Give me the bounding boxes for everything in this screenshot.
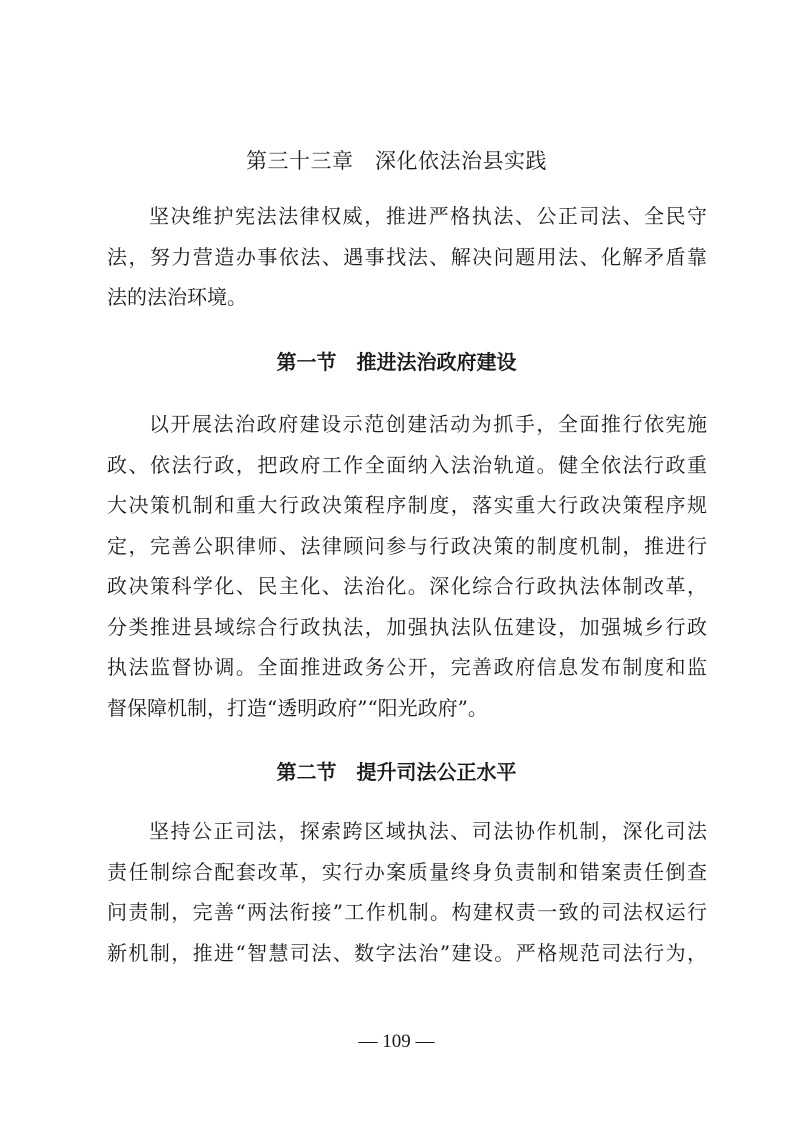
section-2-paragraph [107,811,707,973]
paragraph-line: 法的法治环境。 [107,285,247,309]
paragraph-line: 分类推进县域综合行政执法，加强执法队伍建设，加强城乡行政 [107,614,707,639]
section-2-title: 第二节 提升司法公正水平 [276,760,517,784]
paragraph-line: 问责制，完善“两法衔接”工作机制。构建权责一致的司法权运行 [107,900,707,924]
paragraph-line: 大决策机制和重大行政决策程序制度，落实重大行政决策程序规 [107,493,707,517]
paragraph-line: 执法监督协调。全面推进政务公开，完善政府信息发布制度和监 [107,655,707,679]
paragraph-line: 定，完善公职律师、法律顾问参与行政决策的制度机制，推进行 [107,533,707,558]
paragraph-line: 政、依法行政，把政府工作全面纳入法治轨道。健全依法行政重 [107,452,707,477]
page-number: — 109 — [358,1031,435,1052]
paragraph-line: 坚决维护宪法法律权威，推进严格执法、公正司法、全民守 [149,204,707,228]
paragraph-line: 新机制，推进“智慧司法、数字法治”建设。严格规范司法行为， [107,940,707,965]
intro-paragraph [107,196,707,318]
section-1-paragraph [107,404,707,728]
paragraph-line: 政决策科学化、民主化、法治化。深化综合行政执法体制改革， [107,574,707,598]
chapter-title: 第三十三章 深化依法治县实践 [246,149,547,173]
paragraph-line: 以开展法治政府建设示范创建活动为抓手，全面推行依宪施 [149,412,707,436]
paragraph-line: 坚持公正司法，探索跨区域执法、司法协作机制，深化司法 [149,819,707,843]
paragraph-line: 督保障机制，打造“透明政府”“阳光政府”。 [107,695,488,720]
paragraph-line: 责任制综合配套改革，实行办案质量终身负责制和错案责任倒查 [107,859,707,884]
paragraph-line: 法，努力营造办事依法、遇事找法、解决问题用法、化解矛盾靠 [107,244,707,269]
section-1-title: 第一节 推进法治政府建设 [276,350,517,374]
